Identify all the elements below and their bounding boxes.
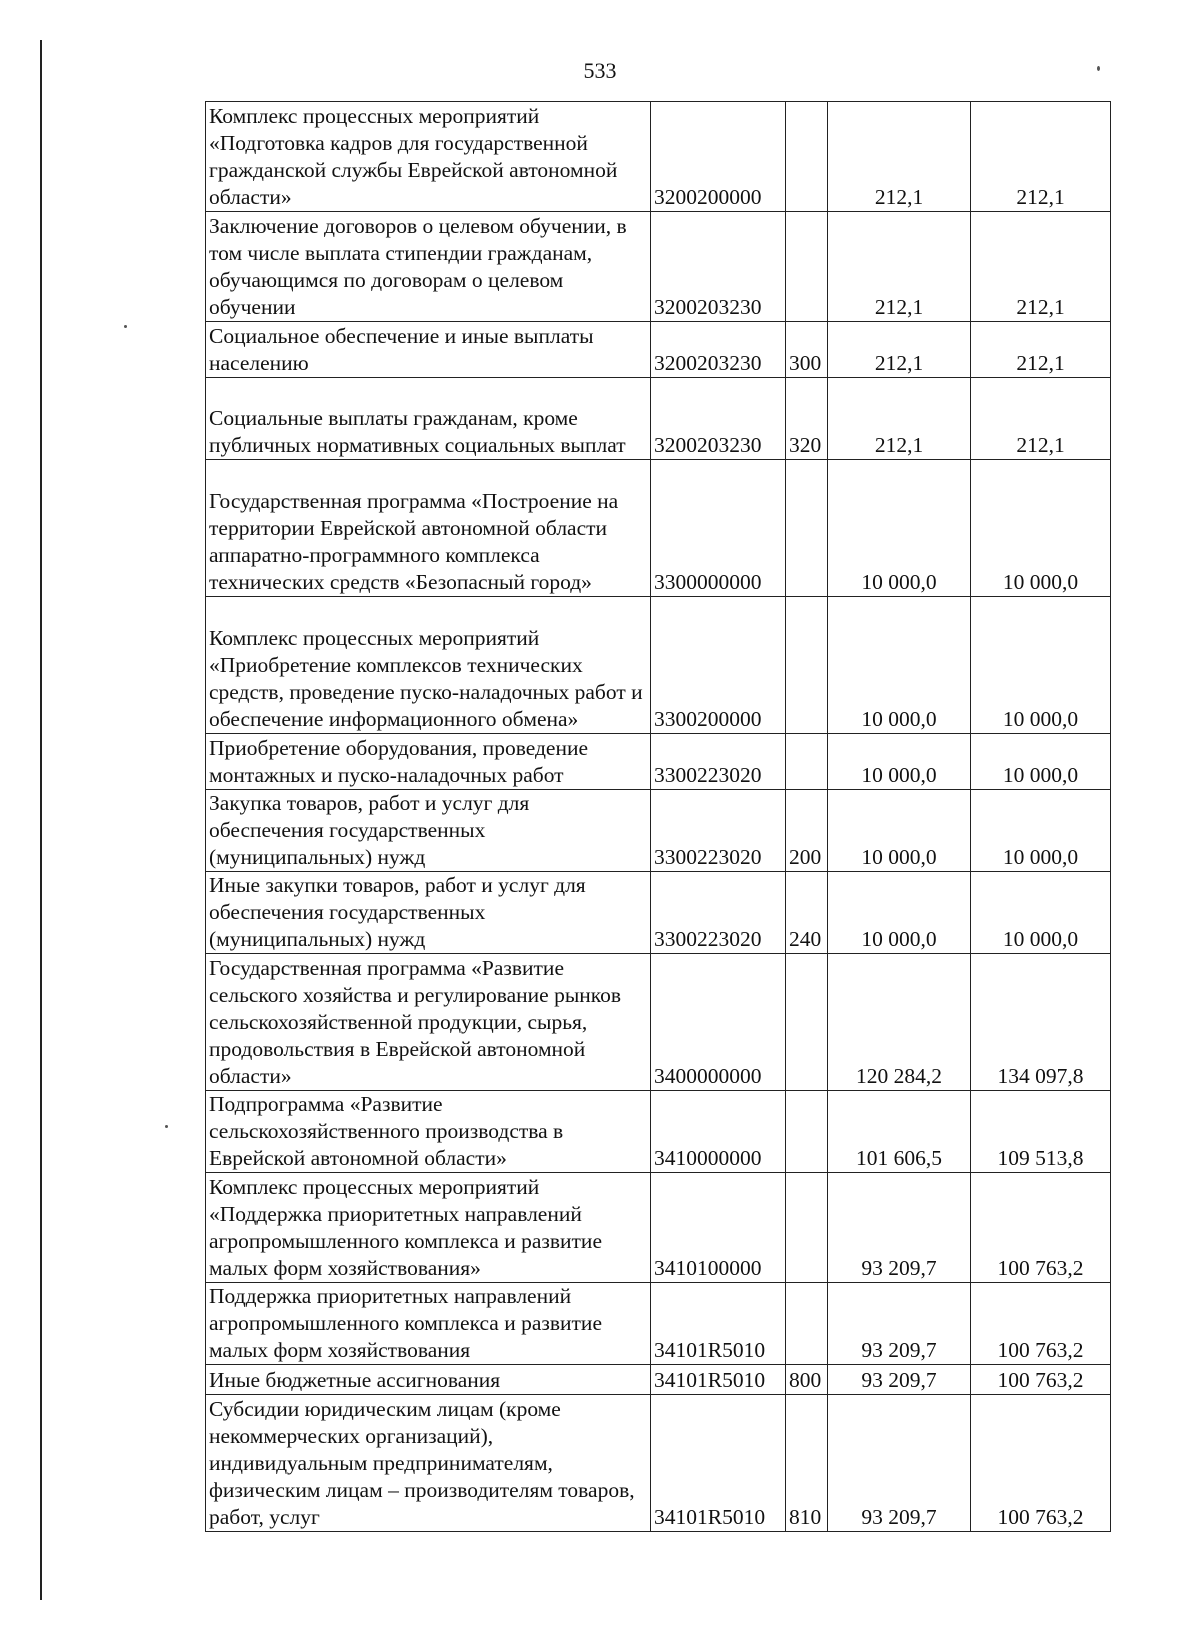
table-row (206, 734, 1111, 790)
row-name: Комплекс процессных мероприятий «Подготовка кадров для государственной гражданской службы Еврейской автономной области» (206, 102, 651, 212)
row-name: Социальные выплаты гражданам, кроме публичных нормативных социальных выплат (206, 378, 651, 460)
row-value-2: 10 000,0 (971, 597, 1111, 734)
row-value-1: 10 000,0 (828, 597, 971, 734)
row-value-1: 93 209,7 (828, 1395, 971, 1532)
row-code: 34101R5010 (651, 1395, 786, 1532)
row-code: 3300000000 (651, 460, 786, 597)
row-value-1: 212,1 (828, 212, 971, 322)
row-type (786, 734, 828, 790)
row-code: 3400000000 (651, 954, 786, 1091)
row-name: Приобретение оборудования, проведение монтажных и пуско-наладочных работ (206, 734, 651, 790)
table-row (206, 322, 1111, 378)
page-number: 533 (583, 58, 617, 83)
scan-speck (124, 325, 127, 328)
table-row (206, 872, 1111, 954)
row-type: 300 (786, 322, 828, 378)
row-value-2: 100 763,2 (971, 1283, 1111, 1365)
row-code: 3200203230 (651, 322, 786, 378)
row-name: Иные бюджетные ассигнования (206, 1365, 651, 1395)
row-value-1: 93 209,7 (828, 1283, 971, 1365)
row-value-2: 10 000,0 (971, 872, 1111, 954)
row-value-2: 212,1 (971, 102, 1111, 212)
row-name: Комплекс процессных мероприятий «Приобретение комплексов технических средств, проведение пуско-наладочных работ и обеспечение информационного обмена» (206, 597, 651, 734)
scan-speck (165, 1125, 168, 1128)
row-name: Подпрограмма «Развитие сельскохозяйственного производства в Еврейской автономной области» (206, 1091, 651, 1173)
row-value-2: 212,1 (971, 378, 1111, 460)
budget-table (205, 101, 1111, 1532)
row-name: Государственная программа «Развитие сельского хозяйства и регулирование рынков сельскохозяйственной продукции, сырья, продовольствия в Еврейской автономной области» (206, 954, 651, 1091)
row-type (786, 954, 828, 1091)
row-name: Комплекс процессных мероприятий «Поддержка приоритетных направлений агропромышленного комплекса и развитие малых форм хозяйствования» (206, 1173, 651, 1283)
row-name: Заключение договоров о целевом обучении, в том числе выплата стипендии гражданам, обучающимся по договорам о целевом обучении (206, 212, 651, 322)
table-row (206, 1091, 1111, 1173)
row-value-1: 10 000,0 (828, 734, 971, 790)
table-row (206, 954, 1111, 1091)
row-type: 240 (786, 872, 828, 954)
row-value-2: 212,1 (971, 212, 1111, 322)
row-value-1: 10 000,0 (828, 790, 971, 872)
row-value-2: 100 763,2 (971, 1365, 1111, 1395)
row-type: 320 (786, 378, 828, 460)
row-name: Субсидии юридическим лицам (кроме некоммерческих организаций), индивидуальным предпринимателям, физическим лицам – производителям товаров, работ, услуг (206, 1395, 651, 1532)
row-code: 3410100000 (651, 1173, 786, 1283)
row-value-1: 10 000,0 (828, 460, 971, 597)
row-type (786, 212, 828, 322)
row-name: Социальное обеспечение и иные выплаты населению (206, 322, 651, 378)
row-name: Государственная программа «Построение на территории Еврейской автономной области аппаратно-программного комплекса технических средств «Безопасный город» (206, 460, 651, 597)
table-row (206, 1365, 1111, 1395)
row-value-2: 10 000,0 (971, 460, 1111, 597)
row-type (786, 597, 828, 734)
row-value-2: 100 763,2 (971, 1173, 1111, 1283)
row-type: 200 (786, 790, 828, 872)
table-row (206, 1395, 1111, 1532)
row-value-1: 10 000,0 (828, 872, 971, 954)
table-row (206, 790, 1111, 872)
row-type (786, 1283, 828, 1365)
row-type (786, 1173, 828, 1283)
row-type (786, 460, 828, 597)
row-code: 3300223020 (651, 734, 786, 790)
row-value-1: 101 606,5 (828, 1091, 971, 1173)
table-row (206, 597, 1111, 734)
row-code: 3300223020 (651, 790, 786, 872)
row-name: Закупка товаров, работ и услуг для обеспечения государственных (муниципальных) нужд (206, 790, 651, 872)
row-value-2: 100 763,2 (971, 1395, 1111, 1532)
row-code: 3410000000 (651, 1091, 786, 1173)
row-code: 3300200000 (651, 597, 786, 734)
row-name: Поддержка приоритетных направлений агропромышленного комплекса и развитие малых форм хозяйствования (206, 1283, 651, 1365)
row-code: 3200200000 (651, 102, 786, 212)
row-value-2: 109 513,8 (971, 1091, 1111, 1173)
row-value-1: 212,1 (828, 322, 971, 378)
table-row (206, 1283, 1111, 1365)
table-row (206, 212, 1111, 322)
row-code: 3200203230 (651, 378, 786, 460)
table-row (206, 378, 1111, 460)
row-value-1: 212,1 (828, 102, 971, 212)
row-value-2: 10 000,0 (971, 734, 1111, 790)
row-code: 34101R5010 (651, 1365, 786, 1395)
scan-edge-line (40, 40, 42, 1600)
table-row (206, 102, 1111, 212)
row-value-2: 212,1 (971, 322, 1111, 378)
row-type (786, 102, 828, 212)
row-type (786, 1091, 828, 1173)
row-type: 810 (786, 1395, 828, 1532)
row-code: 34101R5010 (651, 1283, 786, 1365)
row-code: 3300223020 (651, 872, 786, 954)
row-value-1: 93 209,7 (828, 1173, 971, 1283)
row-value-1: 120 284,2 (828, 954, 971, 1091)
row-name: Иные закупки товаров, работ и услуг для обеспечения государственных (муниципальных) нужд (206, 872, 651, 954)
row-value-2: 10 000,0 (971, 790, 1111, 872)
row-value-1: 212,1 (828, 378, 971, 460)
table-row (206, 1173, 1111, 1283)
row-code: 3200203230 (651, 212, 786, 322)
table-row (206, 460, 1111, 597)
row-value-2: 134 097,8 (971, 954, 1111, 1091)
row-value-1: 93 209,7 (828, 1365, 971, 1395)
row-type: 800 (786, 1365, 828, 1395)
